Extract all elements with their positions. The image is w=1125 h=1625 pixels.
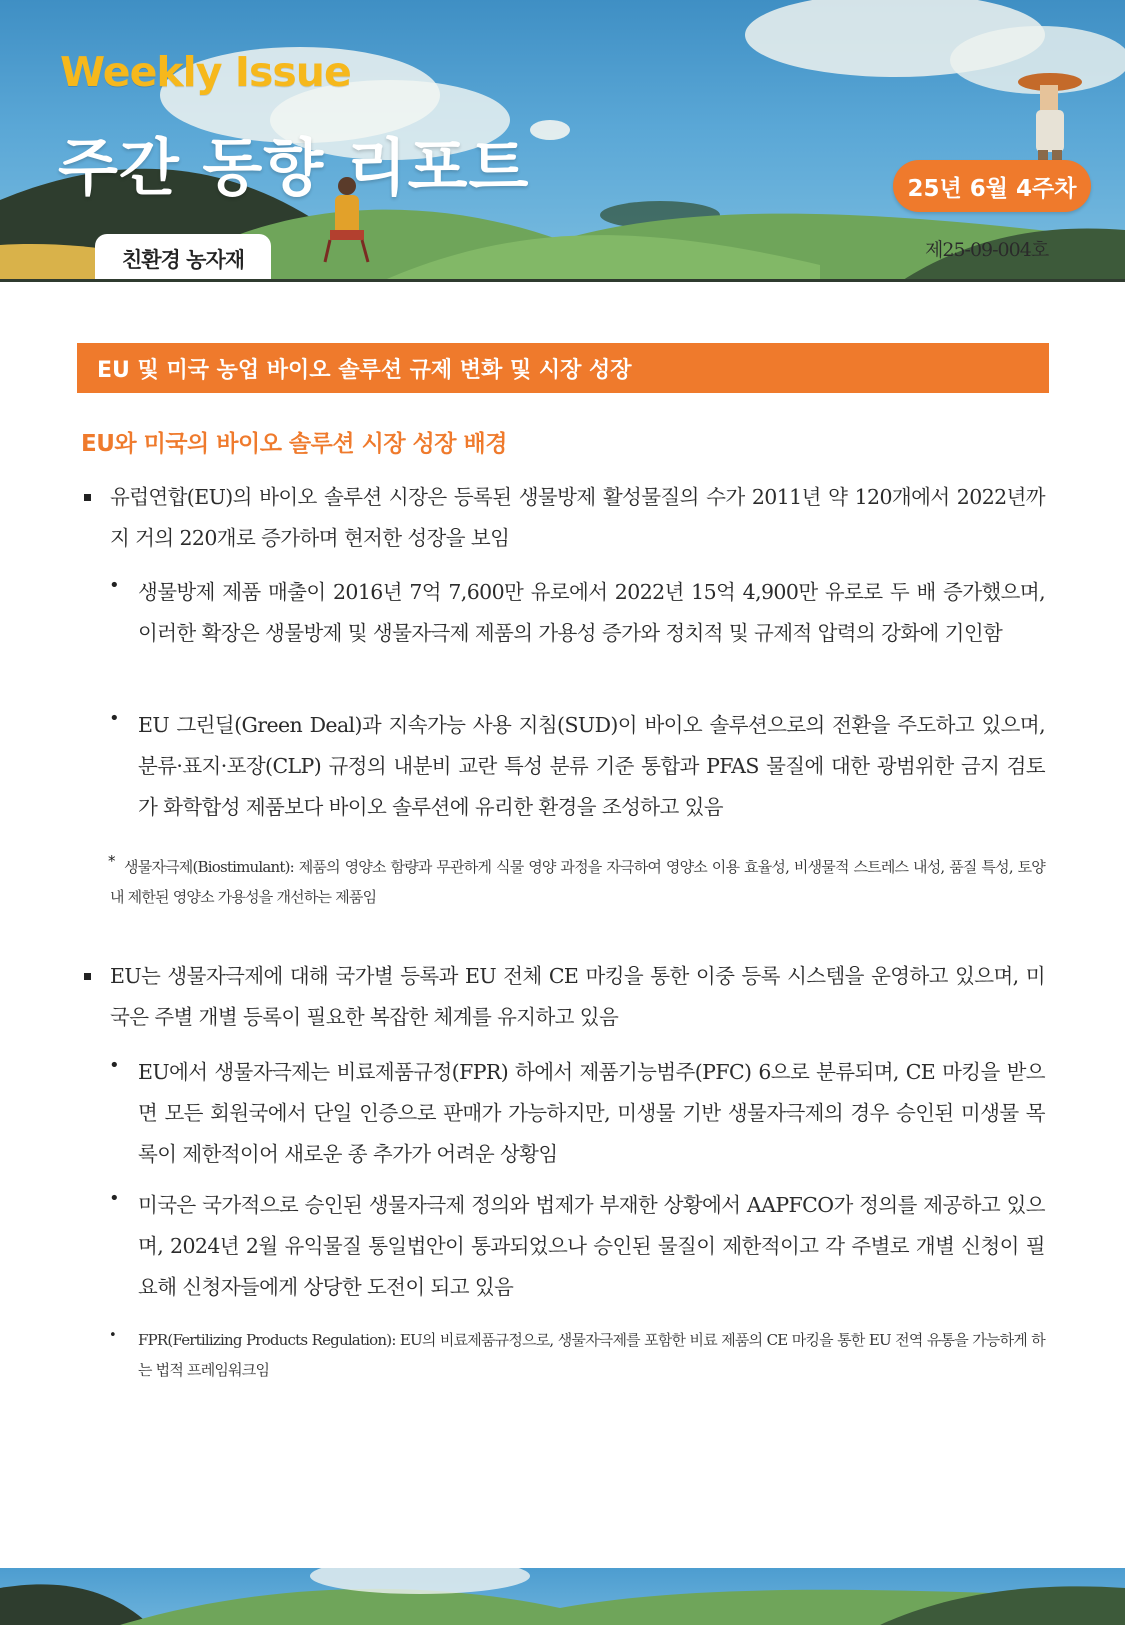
dot-bullet-icon: • bbox=[109, 575, 120, 596]
sub-bullet-paragraph: 생물방제 제품 매출이 2016년 7억 7,600만 유로에서 2022년 15억 4,900만 유로로 두 배 증가했으며, 이러한 확장은 생물방제 및 생물자극제 제품의 가용성 증가와 정치적 및 규제적 압력의 강화에 기인함 bbox=[138, 580, 1045, 645]
footnote: 생물자극제(Biostimulant): 제품의 영양소 함량과 무관하게 식물 영양 과정을 자극하여 영양소 이용 효율성, 비생물적 스트레스 내성, 품질 특성, 토양 내 제한된 영양소 가용성을 개선하는 제품임 bbox=[110, 858, 1045, 906]
footer-banner bbox=[0, 1568, 1125, 1625]
sub-bullet-paragraph: EU 그린딜(Green Deal)과 지속가능 사용 지침(SUD)이 바이오 솔루션으로의 전환을 주도하고 있으며, 분류·표지·포장(CLP) 규정의 내분비 교란 특성 분류 기준 통합과 PFAS 물질에 대한 광범위한 금지 검토가 화학합성 제품보다 바이오 솔루션에 유리한 환경을 조성하고 있음 bbox=[138, 713, 1045, 819]
brand-logo-text: Weekly Issue bbox=[60, 48, 351, 96]
square-bullet-icon bbox=[84, 494, 91, 501]
sub-bullet-paragraph: 미국은 국가적으로 승인된 생물자극제 정의와 법제가 부재한 상황에서 AAPFCO가 정의를 제공하고 있으며, 2024년 2월 유익물질 통일법안이 통과되었으나 승인된 물질이 제한적이고 각 주별로 개별 신청이 필요해 신청자들에게 상당한 도전이 되고 있음 bbox=[138, 1193, 1045, 1299]
report-title: 주간 동향 리포트 bbox=[58, 131, 530, 204]
section-title: EU 및 미국 농업 바이오 솔루션 규제 변화 및 시장 성장 bbox=[97, 357, 632, 383]
footnote: FPR(Fertilizing Products Regulation): EU의 비료제품규정으로, 생물자극제를 포함한 비료 제품의 CE 마킹을 통한 EU 전역 유통을 가능하게 하는 법적 프레임워크임 bbox=[138, 1331, 1045, 1379]
footer-illustration bbox=[0, 1568, 1125, 1625]
bullet-paragraph: 유럽연합(EU)의 바이오 솔루션 시장은 등록된 생물방제 활성물질의 수가 2011년 약 120개에서 2022년까지 거의 220개로 증가하며 현저한 성장을 보임 bbox=[110, 485, 1045, 550]
category-tab: 친환경 농자재 bbox=[95, 234, 271, 282]
header-banner bbox=[0, 0, 1125, 282]
issue-number: 제25-09-004호 bbox=[925, 239, 1049, 261]
dot-bullet-icon: • bbox=[109, 708, 120, 729]
square-bullet-icon bbox=[84, 973, 91, 980]
dot-bullet-icon: • bbox=[109, 1328, 117, 1343]
dot-bullet-icon: • bbox=[109, 1188, 120, 1209]
banner-divider bbox=[0, 279, 1125, 282]
week-badge: 25년 6월 4주차 bbox=[893, 160, 1091, 212]
sub-bullet-paragraph: EU에서 생물자극제는 비료제품규정(FPR) 하에서 제품기능범주(PFC) 6으로 분류되며, CE 마킹을 받으면 모든 회원국에서 단일 인증으로 판매가 가능하지만, 미생물 기반 생물자극제의 경우 승인된 미생물 목록이 제한적이어 새로운 종 추가가 어려운 상황임 bbox=[138, 1060, 1045, 1166]
bullet-paragraph: EU는 생물자극제에 대해 국가별 등록과 EU 전체 CE 마킹을 통한 이중 등록 시스템을 운영하고 있으며, 미국은 주별 개별 등록이 필요한 복잡한 체계를 유지하고 있음 bbox=[110, 964, 1045, 1029]
subheading: EU와 미국의 바이오 솔루션 시장 성장 배경 bbox=[81, 431, 507, 457]
section-title-bar bbox=[77, 343, 1049, 393]
footnote-asterisk: * bbox=[108, 852, 116, 870]
dot-bullet-icon: • bbox=[109, 1055, 120, 1076]
